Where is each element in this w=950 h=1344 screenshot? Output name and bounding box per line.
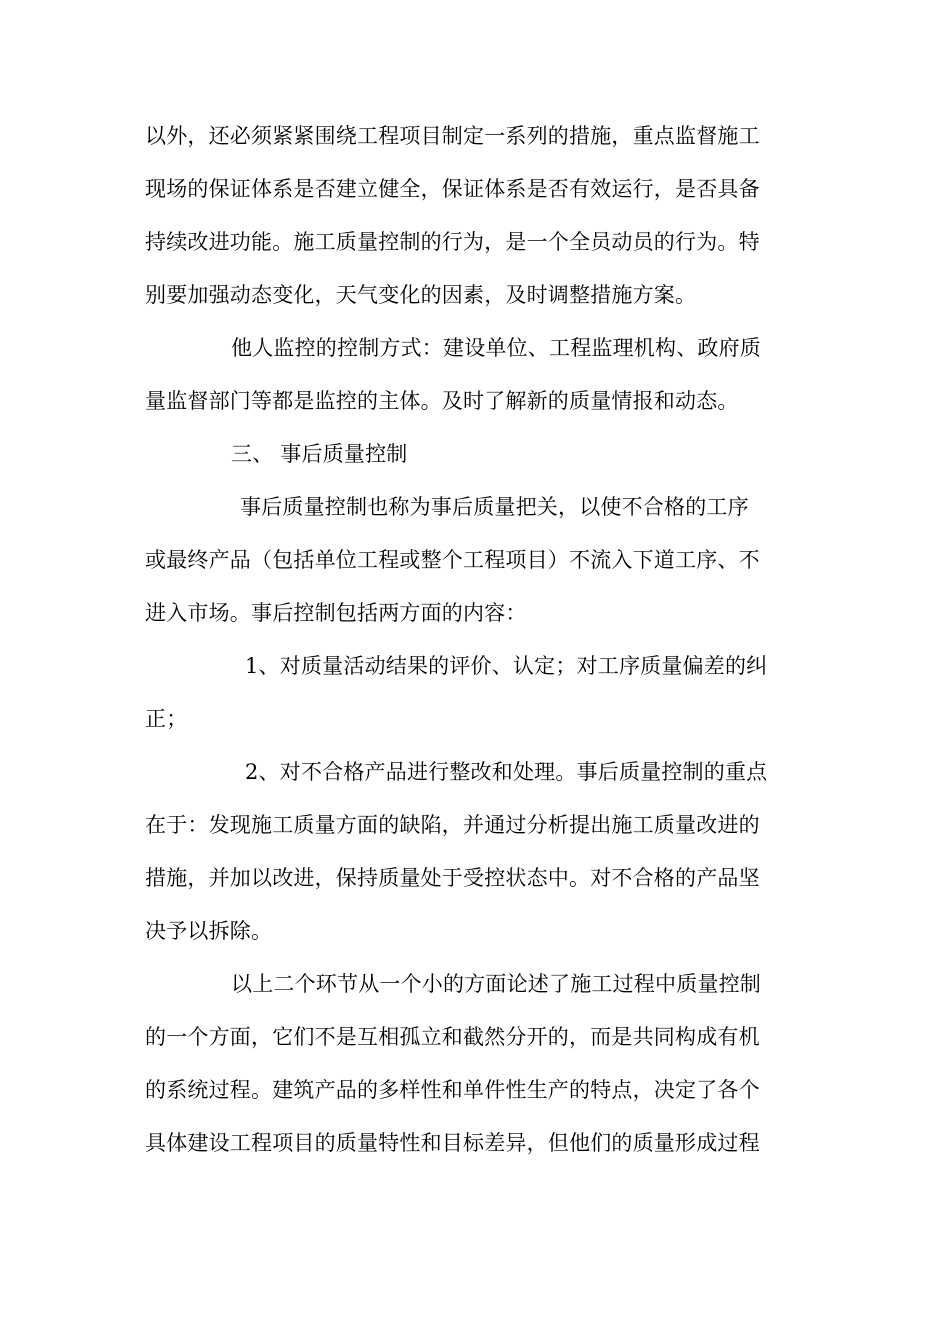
text-line: 正； xyxy=(145,707,188,731)
text-line: 持续改进功能。施工质量控制的行为，是一个全员动员的行为。特 xyxy=(145,230,760,254)
text-line: 以外，还必须紧紧围绕工程项目制定一系列的措施，重点监督施工 xyxy=(145,124,760,148)
text-line: 现场的保证体系是否建立健全，保证体系是否有效运行，是否具备 xyxy=(145,177,760,201)
section-heading: 三、 事后质量控制 xyxy=(231,442,408,466)
text-line: 的系统过程。建筑产品的多样性和单件性生产的特点，决定了各个 xyxy=(145,1078,760,1102)
text-line: 具体建设工程项目的质量特性和目标差异，但他们的质量形成过程 xyxy=(145,1131,760,1155)
text-line: 量监督部门等都是监控的主体。及时了解新的质量情报和动态。 xyxy=(145,389,739,413)
body-text xyxy=(145,110,795,1170)
text-line: 别要加强动态变化，天气变化的因素，及时调整措施方案。 xyxy=(145,283,697,307)
text-line: 措施，并加以改进，保持质量处于受控状态中。对不合格的产品坚 xyxy=(145,866,760,890)
text-line: 以上二个环节从一个小的方面论述了施工过程中质量控制 xyxy=(231,972,761,996)
text-line: 他人监控的控制方式：建设单位、工程监理机构、政府质 xyxy=(231,336,761,360)
text-line: 或最终产品（包括单位工程或整个工程项目）不流入下道工序、不 xyxy=(145,548,760,572)
list-item-1: 1、对质量活动结果的评价、认定；对工序质量偏差的纠 xyxy=(245,654,768,678)
text-line: 决予以拆除。 xyxy=(145,919,273,943)
text-line: 事后质量控制也称为事后质量把关，以使不合格的工序 xyxy=(240,495,749,519)
text-line: 进入市场。事后控制包括两方面的内容： xyxy=(145,601,527,625)
text-line: 在于：发现施工质量方面的缺陷，并通过分析提出施工质量改进的 xyxy=(145,813,760,837)
list-item-2: 2、对不合格产品进行整改和处理。事后质量控制的重点 xyxy=(245,760,768,784)
text-line: 的一个方面，它们不是互相孤立和截然分开的，而是共同构成有机 xyxy=(145,1025,760,1049)
